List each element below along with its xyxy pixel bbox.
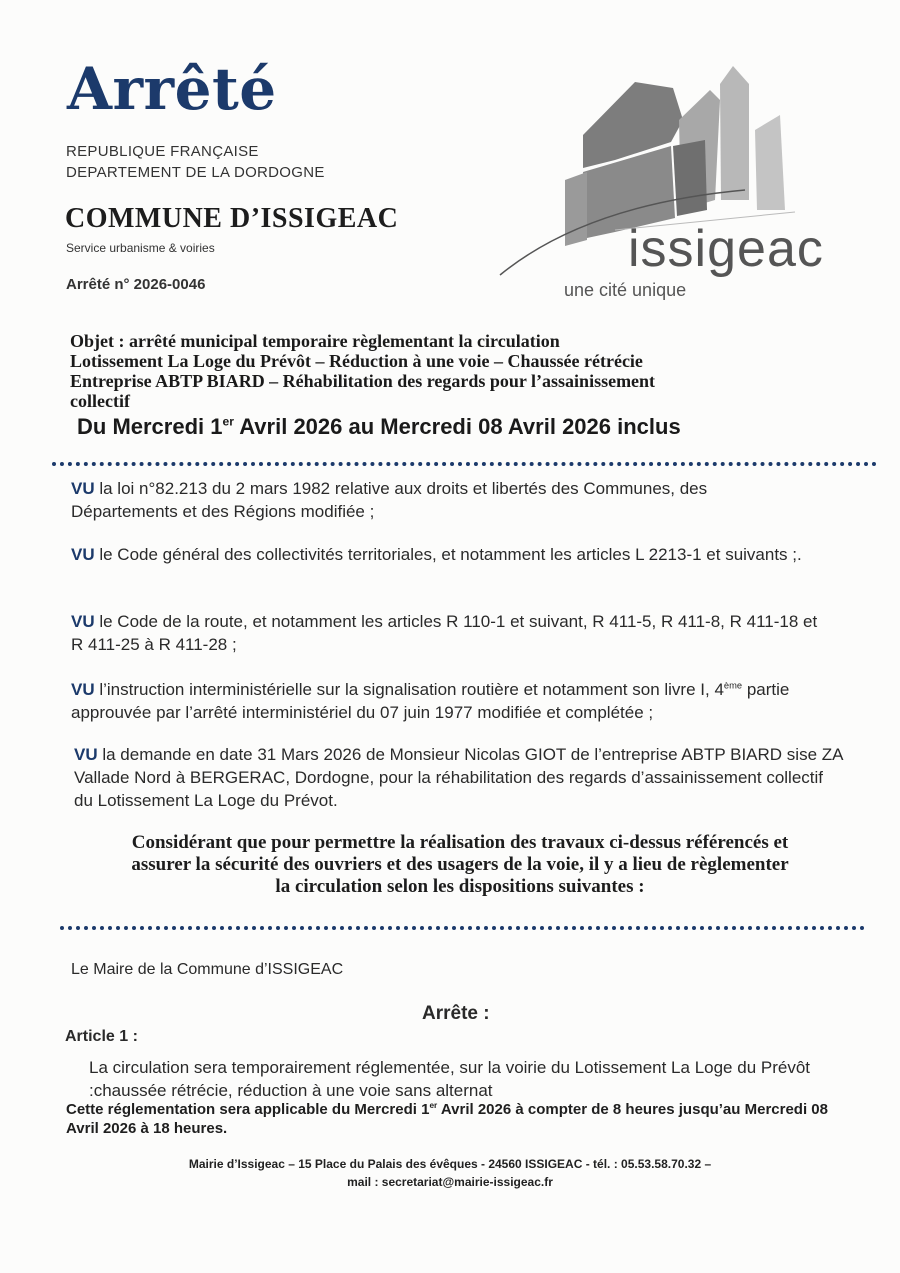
schedule-text: Cette réglementation sera applicable du Mercredi 1 [66,1101,430,1118]
vu-label: VU [74,745,98,764]
vu-label: VU [71,612,95,631]
vu-paragraph-1 [71,477,811,523]
department-label: DEPARTEMENT DE LA DORDOGNE [66,164,325,181]
considerant-line-2: assurer la sécurité des ouvriers et des usagers de la voie, il y a lieu de règlementer [131,854,789,875]
vu-label: VU [71,680,95,699]
vu-text-cont: partie approuvée par l’arrêté interministériel du 07 juin 1977 modifiée et complétée ; [71,680,790,722]
arrete-number: Arrêté n° 2026-0046 [66,276,206,293]
dotted-separator-bottom [60,926,865,930]
vu-text: la demande en date 31 Mars 2026 de Monsieur Nicolas GIOT de l’entreprise ABTP BIARD sise ZA Vallade Nord à BERGERAC, Dordogne, pour la réhabilitation des regards d’assainissement collectif du Lotissement La Loge du Prévot. [74,745,843,810]
logo-wordmark: issigeac [628,220,824,278]
objet-line-2: Lotissement La Loge du Prévôt – Réduction à une voie – Chaussée rétrécie [70,351,643,371]
objet-line-1: Objet : arrêté municipal temporaire règlementant la circulation [70,331,560,351]
vu-paragraph-3 [71,610,831,656]
logo-tagline: une cité unique [564,280,687,300]
period-line [77,414,681,440]
dotted-separator-top [52,462,877,466]
objet-block [70,331,810,411]
article-1-schedule [66,1100,856,1138]
article-1-title: Article 1 : [65,1028,138,1045]
vu-superscript: ème [723,680,743,691]
commune-name: COMMUNE D’ISSIGEAC [65,203,399,234]
article-1-text: La circulation sera temporairement réglementée, sur la voirie du Lotissement La Loge du Prévôt :chaussée rétrécie, réduction à une voie sans alternat [89,1058,810,1100]
vu-text: le Code général des collectivités territoriales, et notamment les articles L 2213-1 et suivants ;. [94,545,802,564]
vu-text: le Code de la route, et notamment les articles R 110-1 et suivant, R 411-5, R 411-8, R 411-18 et R 411-25 à R 411-28 ; [71,612,818,654]
considerant-line-3: la circulation selon les dispositions suivantes : [275,876,645,897]
service-label: Service urbanisme & voiries [66,241,215,255]
maire-line: Le Maire de la Commune d’ISSIGEAC [71,961,344,978]
republic-label: REPUBLIQUE FRANÇAISE [66,143,259,160]
vu-text: la loi n°82.213 du 2 mars 1982 relative aux droits et libertés des Communes, des Départements et des Régions modifiée ; [71,479,708,521]
objet-line-3: Entreprise ABTP BIARD – Réhabilitation des regards pour l’assainissement [70,371,656,391]
period-start-text: Du Mercredi 1 [77,414,223,439]
period-superscript: er [222,414,234,429]
considerant-line-1: Considérant que pour permettre la réalisation des travaux ci-dessus référencés et [131,832,789,853]
considerant-block [60,832,860,898]
footer-email: mail : secretariat@mairie-issigeac.fr [347,1175,553,1189]
document-title: Arrêté [67,55,277,123]
vu-paragraph-4 [71,678,831,724]
vu-paragraph-2 [71,543,831,566]
vu-text: l’instruction interministérielle sur la signalisation routière et notamment son livre I, 4 [94,680,724,699]
vu-label: VU [71,479,95,498]
schedule-text-cont: Avril 2026 à compter de 8 heures jusqu’au Mercredi 08 Avril 2026 à 18 heures. [66,1101,828,1137]
objet-line-4: collectif [70,391,130,411]
vu-paragraph-5 [74,743,844,812]
arrete-heading: Arrête : [422,1003,490,1024]
footer-address: Mairie d’Issigeac – 15 Place du Palais des évêques - 24560 ISSIGEAC - tél. : 05.53.58.70.32 – [188,1157,712,1171]
vu-label: VU [71,545,95,564]
period-rest-text: Avril 2026 au Mercredi 08 Avril 2026 inclus [233,414,681,439]
schedule-superscript: er [429,1101,438,1111]
